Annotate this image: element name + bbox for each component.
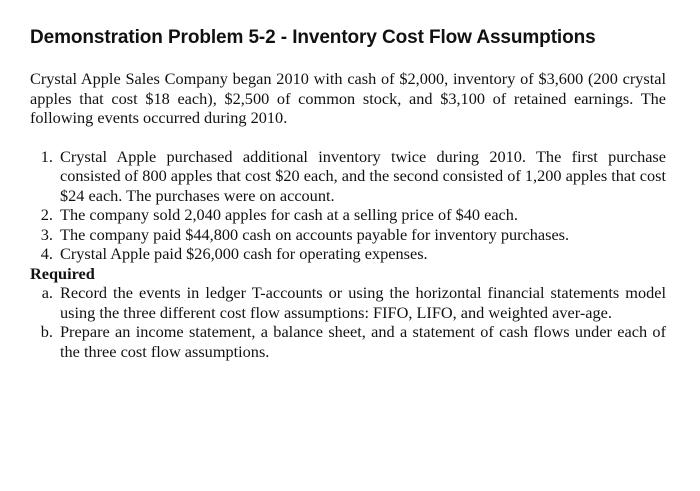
required-text: Record the events in ledger T-accounts or using the horizontal financial statements model using the three different cost flow assumptions: FIFO, LIFO, and weighted aver-age. <box>60 283 666 322</box>
event-text: Crystal Apple paid $26,000 cash for operating expenses. <box>60 244 428 263</box>
events-list <box>30 147 666 264</box>
problem-title: Demonstration Problem 5-2 - Inventory Cost Flow Assumptions <box>30 27 596 48</box>
required-heading: Required <box>30 263 95 283</box>
event-text: Crystal Apple purchased additional inventory twice during 2010. The first purchase consisted of 800 apples that cost $20 each, and the second consisted of 1,200 apples that cost $24 each. The purchases were on account. <box>60 146 666 205</box>
event-item <box>30 244 666 264</box>
required-list <box>30 283 666 361</box>
event-text: The company sold 2,040 apples for cash at a selling price of $40 each. <box>60 205 518 224</box>
event-item <box>30 225 666 245</box>
required-text: Prepare an income statement, a balance sheet, and a statement of cash flows under each of the three cost flow assumptions. <box>60 322 666 361</box>
document-page <box>30 26 666 361</box>
event-number: 1. <box>40 146 53 166</box>
intro-paragraph: Crystal Apple Sales Company began 2010 with cash of $2,000, inventory of $3,600 (200 crystal apples that cost $18 each), $2,500 of common stock, and $3,100 of retained earnings. The following events occurred during 2010. <box>30 69 666 127</box>
required-letter: b. <box>40 322 53 341</box>
required-item <box>30 283 666 322</box>
required-letter: a. <box>41 283 53 302</box>
event-number: 4. <box>40 244 53 263</box>
event-item <box>30 205 666 225</box>
event-text: The company paid $44,800 cash on accounts payable for inventory purchases. <box>60 224 570 244</box>
required-item <box>30 322 666 361</box>
event-item <box>30 147 666 206</box>
event-number: 2. <box>40 205 53 224</box>
event-number: 3. <box>40 224 53 244</box>
